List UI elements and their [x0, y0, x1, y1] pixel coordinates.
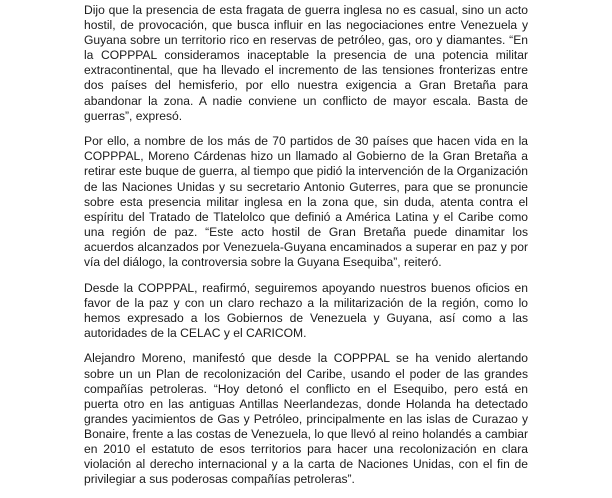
article-body [84, 3, 528, 498]
article-paragraph-4: Alejandro Moreno, manifestó que desde la COPPPAL se ha venido alertando sobre un un Plan de recolonización del Caribe, usando el poder de las grandes compañías petroleras. “Hoy detonó el conflicto en el Esequibo, pero está en puerta otro en las antiguas Antillas Neerlandezas, donde Holanda ha detectado grandes yacimientos de Gas y Petróleo, principalmente en las islas de Curazao y Bonaire, frente a las costas de Venezuela, lo que llevó al reino holandés a cambiar en 2010 el estatuto de esos territorios para hacer una recolonización en clara violación al derecho internacional y a la carta de Naciones Unidas, con el fin de privilegiar a sus poderosas compañías petroleras”. [84, 351, 528, 487]
article-paragraph-3: Desde la COPPPAL, reafirmó, seguiremos apoyando nuestros buenos oficios en favor de la paz y con un claro rechazo a la militarización de la región, como lo hemos expresado a los Gobiernos de Venezuela y Guyana, así como a las autoridades de la CELAC y el CARICOM. [84, 280, 528, 340]
article-paragraph-2: Por ello, a nombre de los más de 70 partidos de 30 países que hacen vida en la COPPPAL, Moreno Cárdenas hizo un llamado al Gobierno de la Gran Bretaña a retirar este buque de guerra, al tiempo que pidió la intervención de la Organización de las Naciones Unidas y su secretario Antonio Guterres, para que se pronuncie sobre esta presencia militar inglesa en la zona que, sin duda, atenta contra el espíritu del Tratado de Tlatelolco que definió a América Latina y el Caribe como una región de paz. “Este acto hostil de Gran Bretaña puede dinamitar los acuerdos alcanzados por Venezuela-Guyana encaminados a superar en paz y por vía del diálogo, la controversia sobre la Guyana Esequiba”, reiteró. [84, 134, 528, 269]
article-paragraph-1: Dijo que la presencia de esta fragata de guerra inglesa no es casual, sino un acto hostil, de provocación, que busca influir en las negociaciones entre Venezuela y Guyana sobre un territorio rico en reservas de petróleo, gas, oro y diamantes. “En la COPPPAL consideramos inaceptable la presencia de una potencia militar extracontinental, que ha llevado el incremento de las tensiones fronterizas entre dos países del hemisferio, por ello nuestra exigencia a Gran Bretaña para abandonar la zona. A nadie conviene un conflicto de mayor escala. Basta de guerras”, expresó. [84, 3, 528, 123]
